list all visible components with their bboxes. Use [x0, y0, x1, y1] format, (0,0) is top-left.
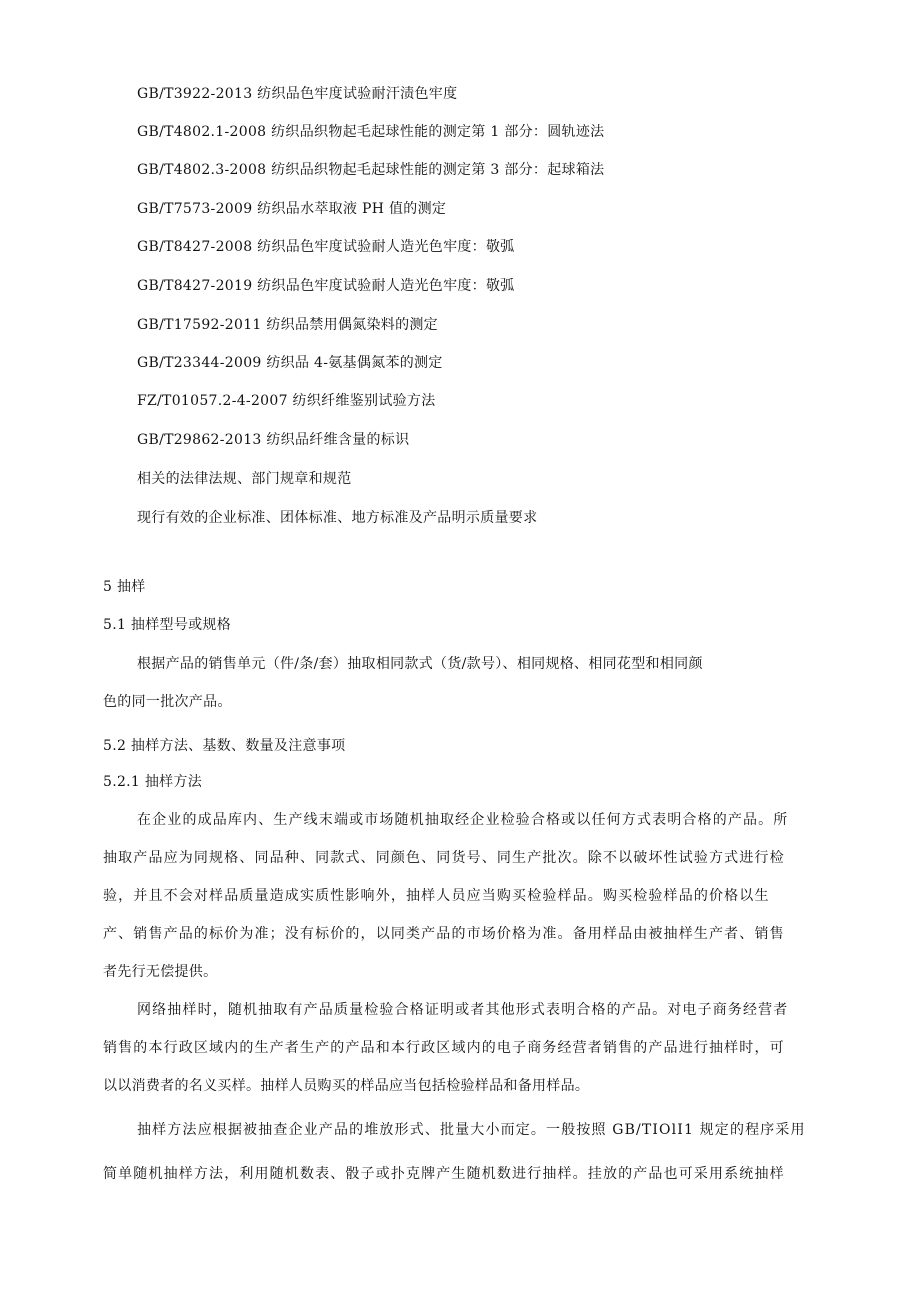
- subsection-heading: 5.2.1 抽样方法: [103, 774, 203, 790]
- standard-item: GB/T4802.3-2008 纺织品织物起毛起球性能的测定第 3 部分：起球箱法: [137, 162, 605, 178]
- standard-item: GB/T4802.1-2008 纺织品织物起毛起球性能的测定第 1 部分：圆轨迹法: [137, 124, 605, 140]
- paragraph-line: 色的同一批次产品。: [103, 694, 232, 710]
- paragraph-line: 销售的本行政区域内的生产者生产的产品和本行政区域内的电子商务经营者销售的产品进行抽样时，可: [103, 1040, 785, 1056]
- standard-item: GB/T17592-2011 纺织品禁用偶氮染料的测定: [137, 317, 438, 333]
- paragraph-line: 者先行无偿提供。: [103, 964, 218, 980]
- paragraph-line: 根据产品的销售单元（件/条/套）抽取相同款式（货/款号）、相同规格、相同花型和相同颜: [137, 656, 703, 672]
- standard-item: 相关的法律法规、部门规章和规范: [137, 471, 352, 487]
- subsection-heading: 5.2 抽样方法、基数、数量及注意事项: [103, 738, 346, 754]
- paragraph-line: 简单随机抽样方法，利用随机数表、骰子或扑克牌产生随机数进行抽样。挂放的产品也可采用系统抽样: [103, 1166, 785, 1182]
- paragraph-line: 抽取产品应为同规格、同品种、同款式、同颜色、同货号、同生产批次。除不以破坏性试验方式进行检: [103, 850, 785, 866]
- standard-item: GB/T8427-2008 纺织品色牢度试验耐人造光色牢度：敬弧: [137, 239, 515, 255]
- standard-item: GB/T3922-2013 纺织品色牢度试验耐汗渍色牢度: [137, 86, 458, 102]
- section-heading: 5 抽样: [103, 579, 146, 595]
- standard-item: GB/T7573-2009 纺织品水萃取液 PH 值的测定: [137, 201, 447, 217]
- paragraph-line: 产、销售产品的标价为准；没有标价的，以同类产品的市场价格为准。备用样品由被抽样生产者、销售: [103, 926, 785, 942]
- subsection-heading: 5.1 抽样型号或规格: [103, 617, 232, 633]
- standard-item: GB/T29862-2013 纺织品纤维含量的标识: [137, 432, 410, 448]
- standard-item: GB/T8427-2019 纺织品色牢度试验耐人造光色牢度：敬弧: [137, 278, 515, 294]
- paragraph-line: 以以消费者的名义买样。抽样人员购买的样品应当包括检验样品和备用样品。: [103, 1078, 590, 1094]
- paragraph-line: 抽样方法应根据被抽查企业产品的堆放形式、批量大小而定。一般按照 GB/TIOlI1 规定的程序采用: [137, 1122, 806, 1138]
- paragraph-line: 在企业的成品库内、生产线末端或市场随机抽取经企业检验合格或以任何方式表明合格的产品。所: [137, 812, 789, 828]
- standard-item: 现行有效的企业标准、团体标准、地方标准及产品明示质量要求: [137, 510, 538, 526]
- paragraph-line: 验，并且不会对样品质量造成实质性影响外，抽样人员应当购买检验样品。购买检验样品的价格以生: [103, 888, 770, 904]
- standard-item: FZ/T01057.2-4-2007 纺织纤维鉴别试验方法: [137, 393, 436, 409]
- paragraph-line: 网络抽样时，随机抽取有产品质量检验合格证明或者其他形式表明合格的产品。对电子商务经营者: [137, 1002, 789, 1018]
- standard-item: GB/T23344-2009 纺织品 4-氨基偶氮苯的测定: [137, 355, 443, 371]
